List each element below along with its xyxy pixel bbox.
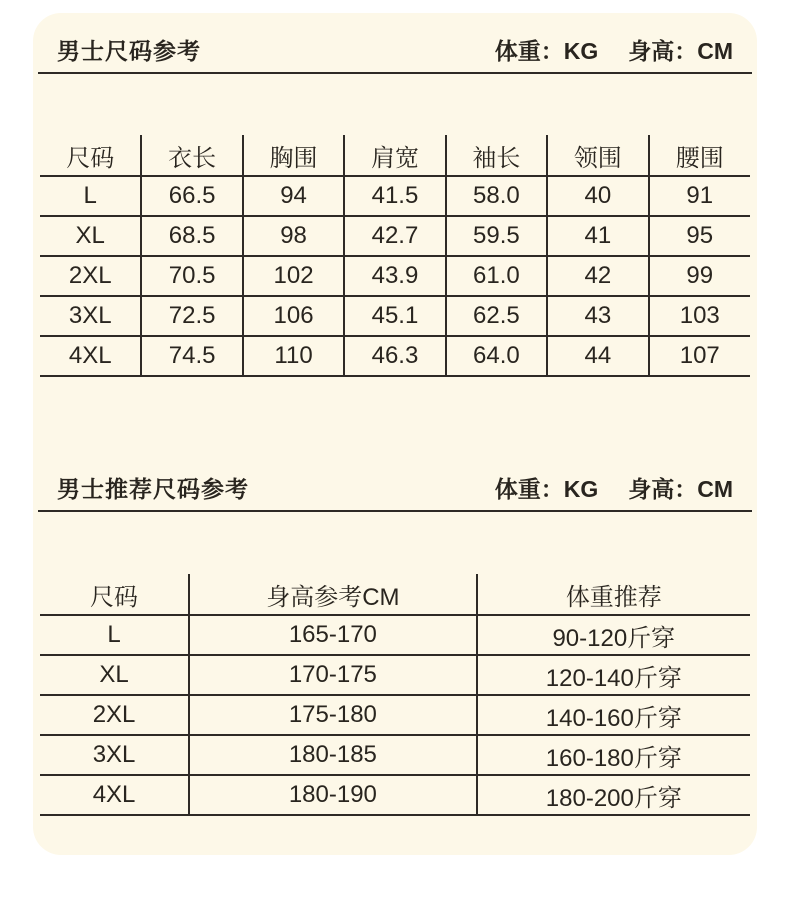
table-cell: 107: [649, 336, 750, 376]
table-cell: 180-190: [189, 775, 477, 815]
mens-size-title: 男士尺码参考: [57, 37, 201, 64]
table-cell: 68.5: [141, 216, 242, 256]
table-row: [40, 216, 750, 256]
table-cell: 160-180斤穿: [477, 735, 750, 775]
table-cell: 59.5: [446, 216, 547, 256]
table-cell: 103: [649, 296, 750, 336]
height-unit-label: 身高：CM: [628, 37, 733, 64]
table-cell: 170-175: [189, 655, 477, 695]
table-cell: XL: [40, 655, 189, 695]
table-cell: 110: [243, 336, 344, 376]
table-cell: 72.5: [141, 296, 242, 336]
table-cell: 91: [649, 176, 750, 216]
column-header: 衣长: [141, 135, 242, 176]
table-cell: 62.5: [446, 296, 547, 336]
table-row: [40, 615, 750, 655]
table-cell: 180-200斤穿: [477, 775, 750, 815]
table-cell: 2XL: [40, 695, 189, 735]
table-cell: 3XL: [40, 735, 189, 775]
table-row: [40, 655, 750, 695]
table-row: [40, 336, 750, 376]
table-cell: 64.0: [446, 336, 547, 376]
table-row: [40, 775, 750, 815]
weight-unit-label: 体重：KG: [494, 475, 599, 502]
mens-size-table-head: [40, 135, 750, 176]
table-cell: 175-180: [189, 695, 477, 735]
table-cell: L: [40, 615, 189, 655]
table-row: [40, 695, 750, 735]
mens-size-table-body: [40, 176, 750, 376]
section-divider: [38, 510, 752, 512]
header-row: [40, 135, 750, 176]
table-cell: 90-120斤穿: [477, 615, 750, 655]
table-row: [40, 256, 750, 296]
header-row: [40, 574, 750, 615]
recommend-size-table-head: [40, 574, 750, 615]
table-cell: 43.9: [344, 256, 445, 296]
table-cell: 4XL: [40, 336, 141, 376]
table-cell: 40: [547, 176, 648, 216]
table-cell: L: [40, 176, 141, 216]
table-cell: 70.5: [141, 256, 242, 296]
column-header: 肩宽: [344, 135, 445, 176]
mens-size-table: [40, 135, 750, 377]
table-cell: 41: [547, 216, 648, 256]
table-cell: 99: [649, 256, 750, 296]
table-cell: 66.5: [141, 176, 242, 216]
table-cell: 74.5: [141, 336, 242, 376]
table-cell: 42.7: [344, 216, 445, 256]
table-cell: 140-160斤穿: [477, 695, 750, 735]
height-unit-label: 身高：CM: [628, 475, 733, 502]
column-header: 身高参考CM: [189, 574, 477, 615]
units-label: [495, 471, 733, 504]
table-cell: 106: [243, 296, 344, 336]
table-row: [40, 296, 750, 336]
weight-unit-label: 体重：KG: [494, 37, 599, 64]
column-header: 腰围: [649, 135, 750, 176]
table-cell: 165-170: [189, 615, 477, 655]
table-cell: 61.0: [446, 256, 547, 296]
column-header: 胸围: [243, 135, 344, 176]
table-cell: 94: [243, 176, 344, 216]
table-cell: 43: [547, 296, 648, 336]
section-divider: [38, 72, 752, 74]
table-cell: XL: [40, 216, 141, 256]
recommend-size-table-body: [40, 615, 750, 815]
table-cell: 180-185: [189, 735, 477, 775]
column-header: 领围: [547, 135, 648, 176]
table-cell: 46.3: [344, 336, 445, 376]
table-cell: 3XL: [40, 296, 141, 336]
table-row: [40, 176, 750, 216]
mens-size-section-header: [33, 26, 757, 72]
table-cell: 44: [547, 336, 648, 376]
table-cell: 45.1: [344, 296, 445, 336]
column-header: 尺码: [40, 574, 189, 615]
recommend-size-table: [40, 574, 750, 816]
table-cell: 2XL: [40, 256, 141, 296]
table-cell: 58.0: [446, 176, 547, 216]
table-row: [40, 735, 750, 775]
column-header: 体重推荐: [477, 574, 750, 615]
table-cell: 4XL: [40, 775, 189, 815]
table-cell: 120-140斤穿: [477, 655, 750, 695]
recommend-size-title: 男士推荐尺码参考: [57, 475, 249, 502]
table-cell: 41.5: [344, 176, 445, 216]
units-label: [495, 33, 733, 66]
table-cell: 98: [243, 216, 344, 256]
recommend-size-section-header: [33, 464, 757, 510]
column-header: 袖长: [446, 135, 547, 176]
table-cell: 95: [649, 216, 750, 256]
column-header: 尺码: [40, 135, 141, 176]
table-cell: 42: [547, 256, 648, 296]
size-chart-card: [33, 13, 757, 855]
table-cell: 102: [243, 256, 344, 296]
